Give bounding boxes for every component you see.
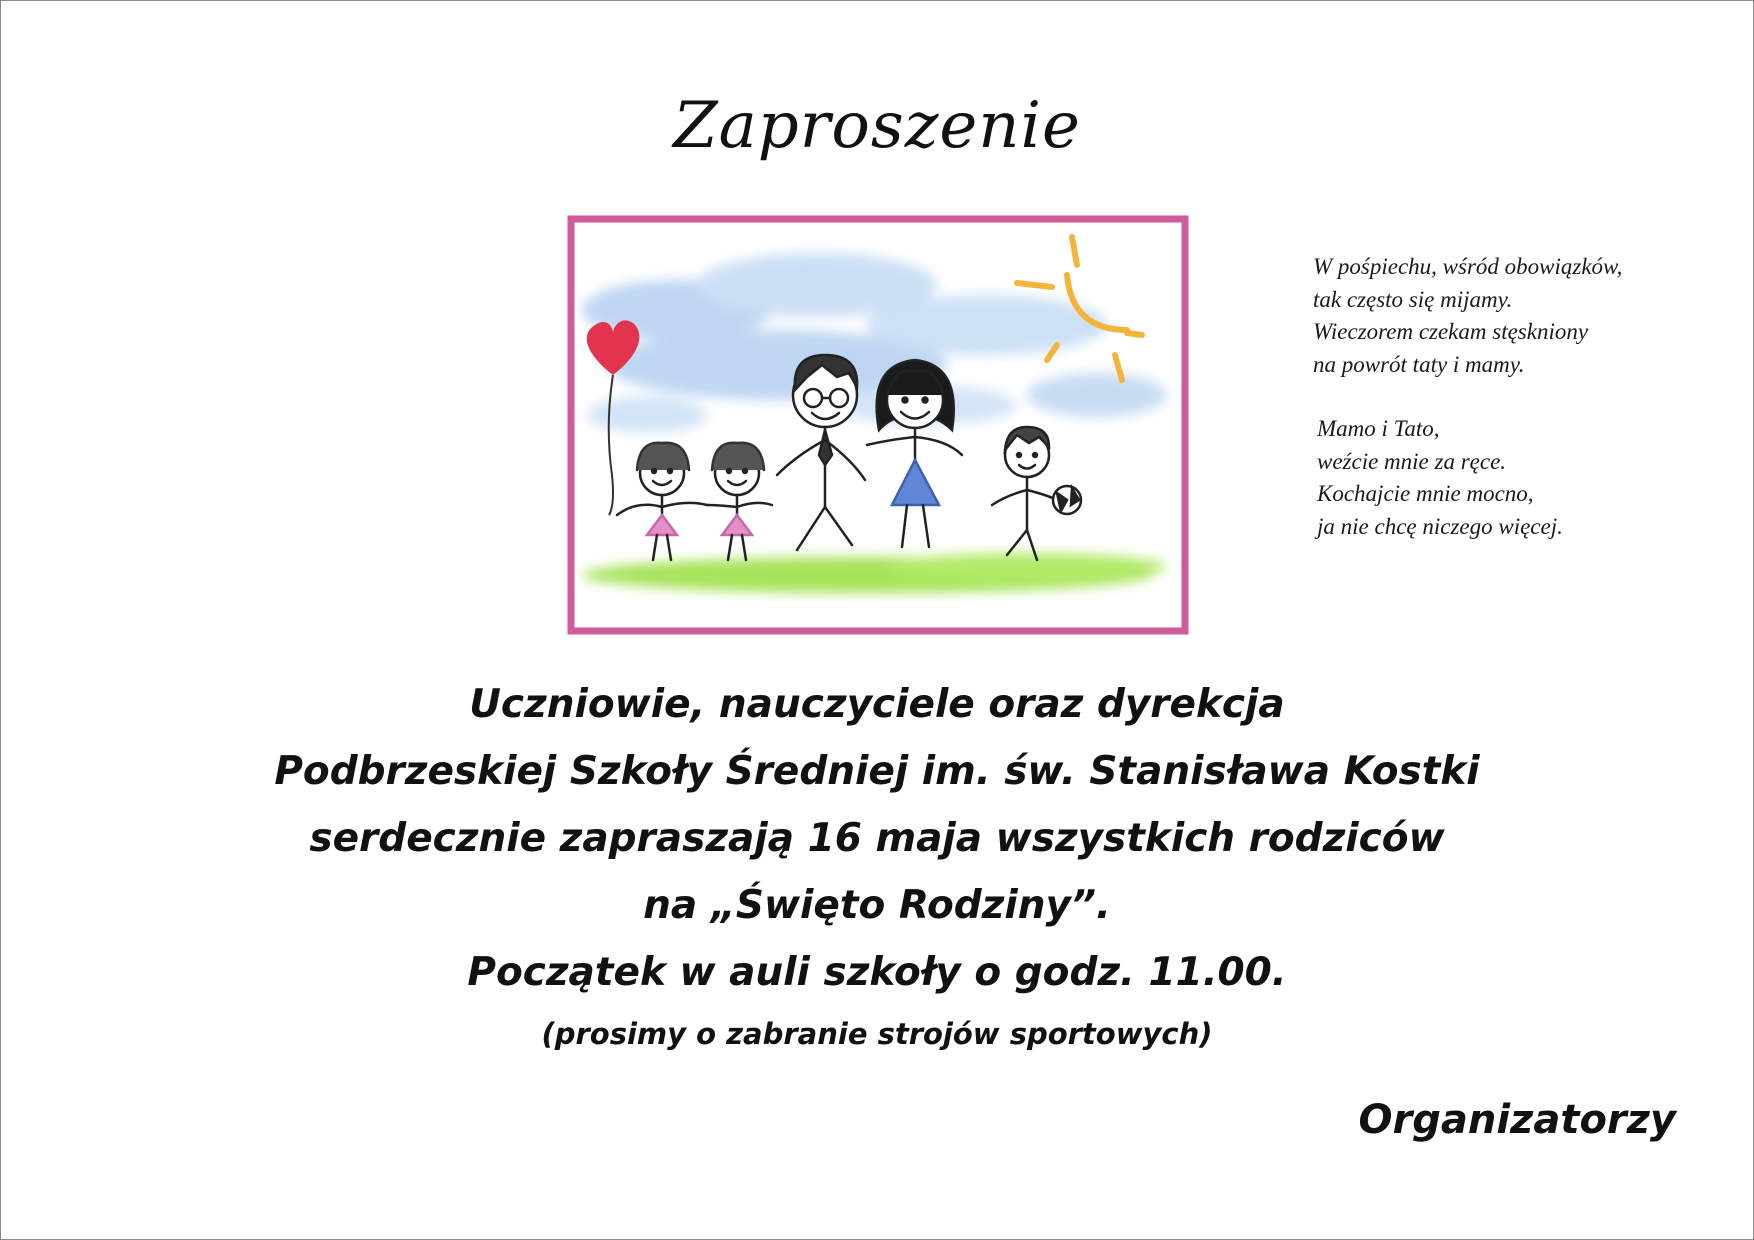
poem-stanza-2 (1317, 413, 1622, 543)
poem-line: na powrót taty i mamy. (1313, 351, 1525, 377)
page-title: Zaproszenie (673, 89, 1081, 163)
poem-stanza-1 (1313, 251, 1622, 381)
poem-line: W pośpiechu, wśród obowiązków, (1313, 254, 1623, 279)
poem-line: Wieczorem czekam stęskniony (1313, 319, 1589, 344)
poem-line: Kochajcie mnie mocno, (1317, 481, 1534, 506)
invitation-note: (prosimy o zabranie strojów sportowych) (541, 1017, 1213, 1051)
invitation-line: Podbrzeskiej Szkoły Średniej im. św. Stanisława Kostki (274, 749, 1480, 794)
poem (1313, 251, 1622, 543)
invitation-line: Początek w auli szkoły o godz. 11.00. (467, 950, 1287, 995)
poem-line: Mamo i Tato, (1317, 416, 1440, 441)
poem-line: ja nie chcę niczego więcej. (1317, 513, 1563, 539)
poem-line: weźcie mnie za ręce. (1317, 448, 1507, 474)
poem-line: tak często się mijamy. (1313, 286, 1513, 312)
invitation-text (1, 671, 1753, 1062)
signature: Organizatorzy (1358, 1097, 1676, 1143)
invitation-line: serdecznie zapraszają 16 maja wszystkich rodziców (309, 816, 1445, 861)
invitation-line: na „Święto Rodziny”. (643, 883, 1111, 928)
invitation-line: Uczniowie, nauczyciele oraz dyrekcja (469, 682, 1285, 727)
family-drawing (567, 215, 1189, 635)
